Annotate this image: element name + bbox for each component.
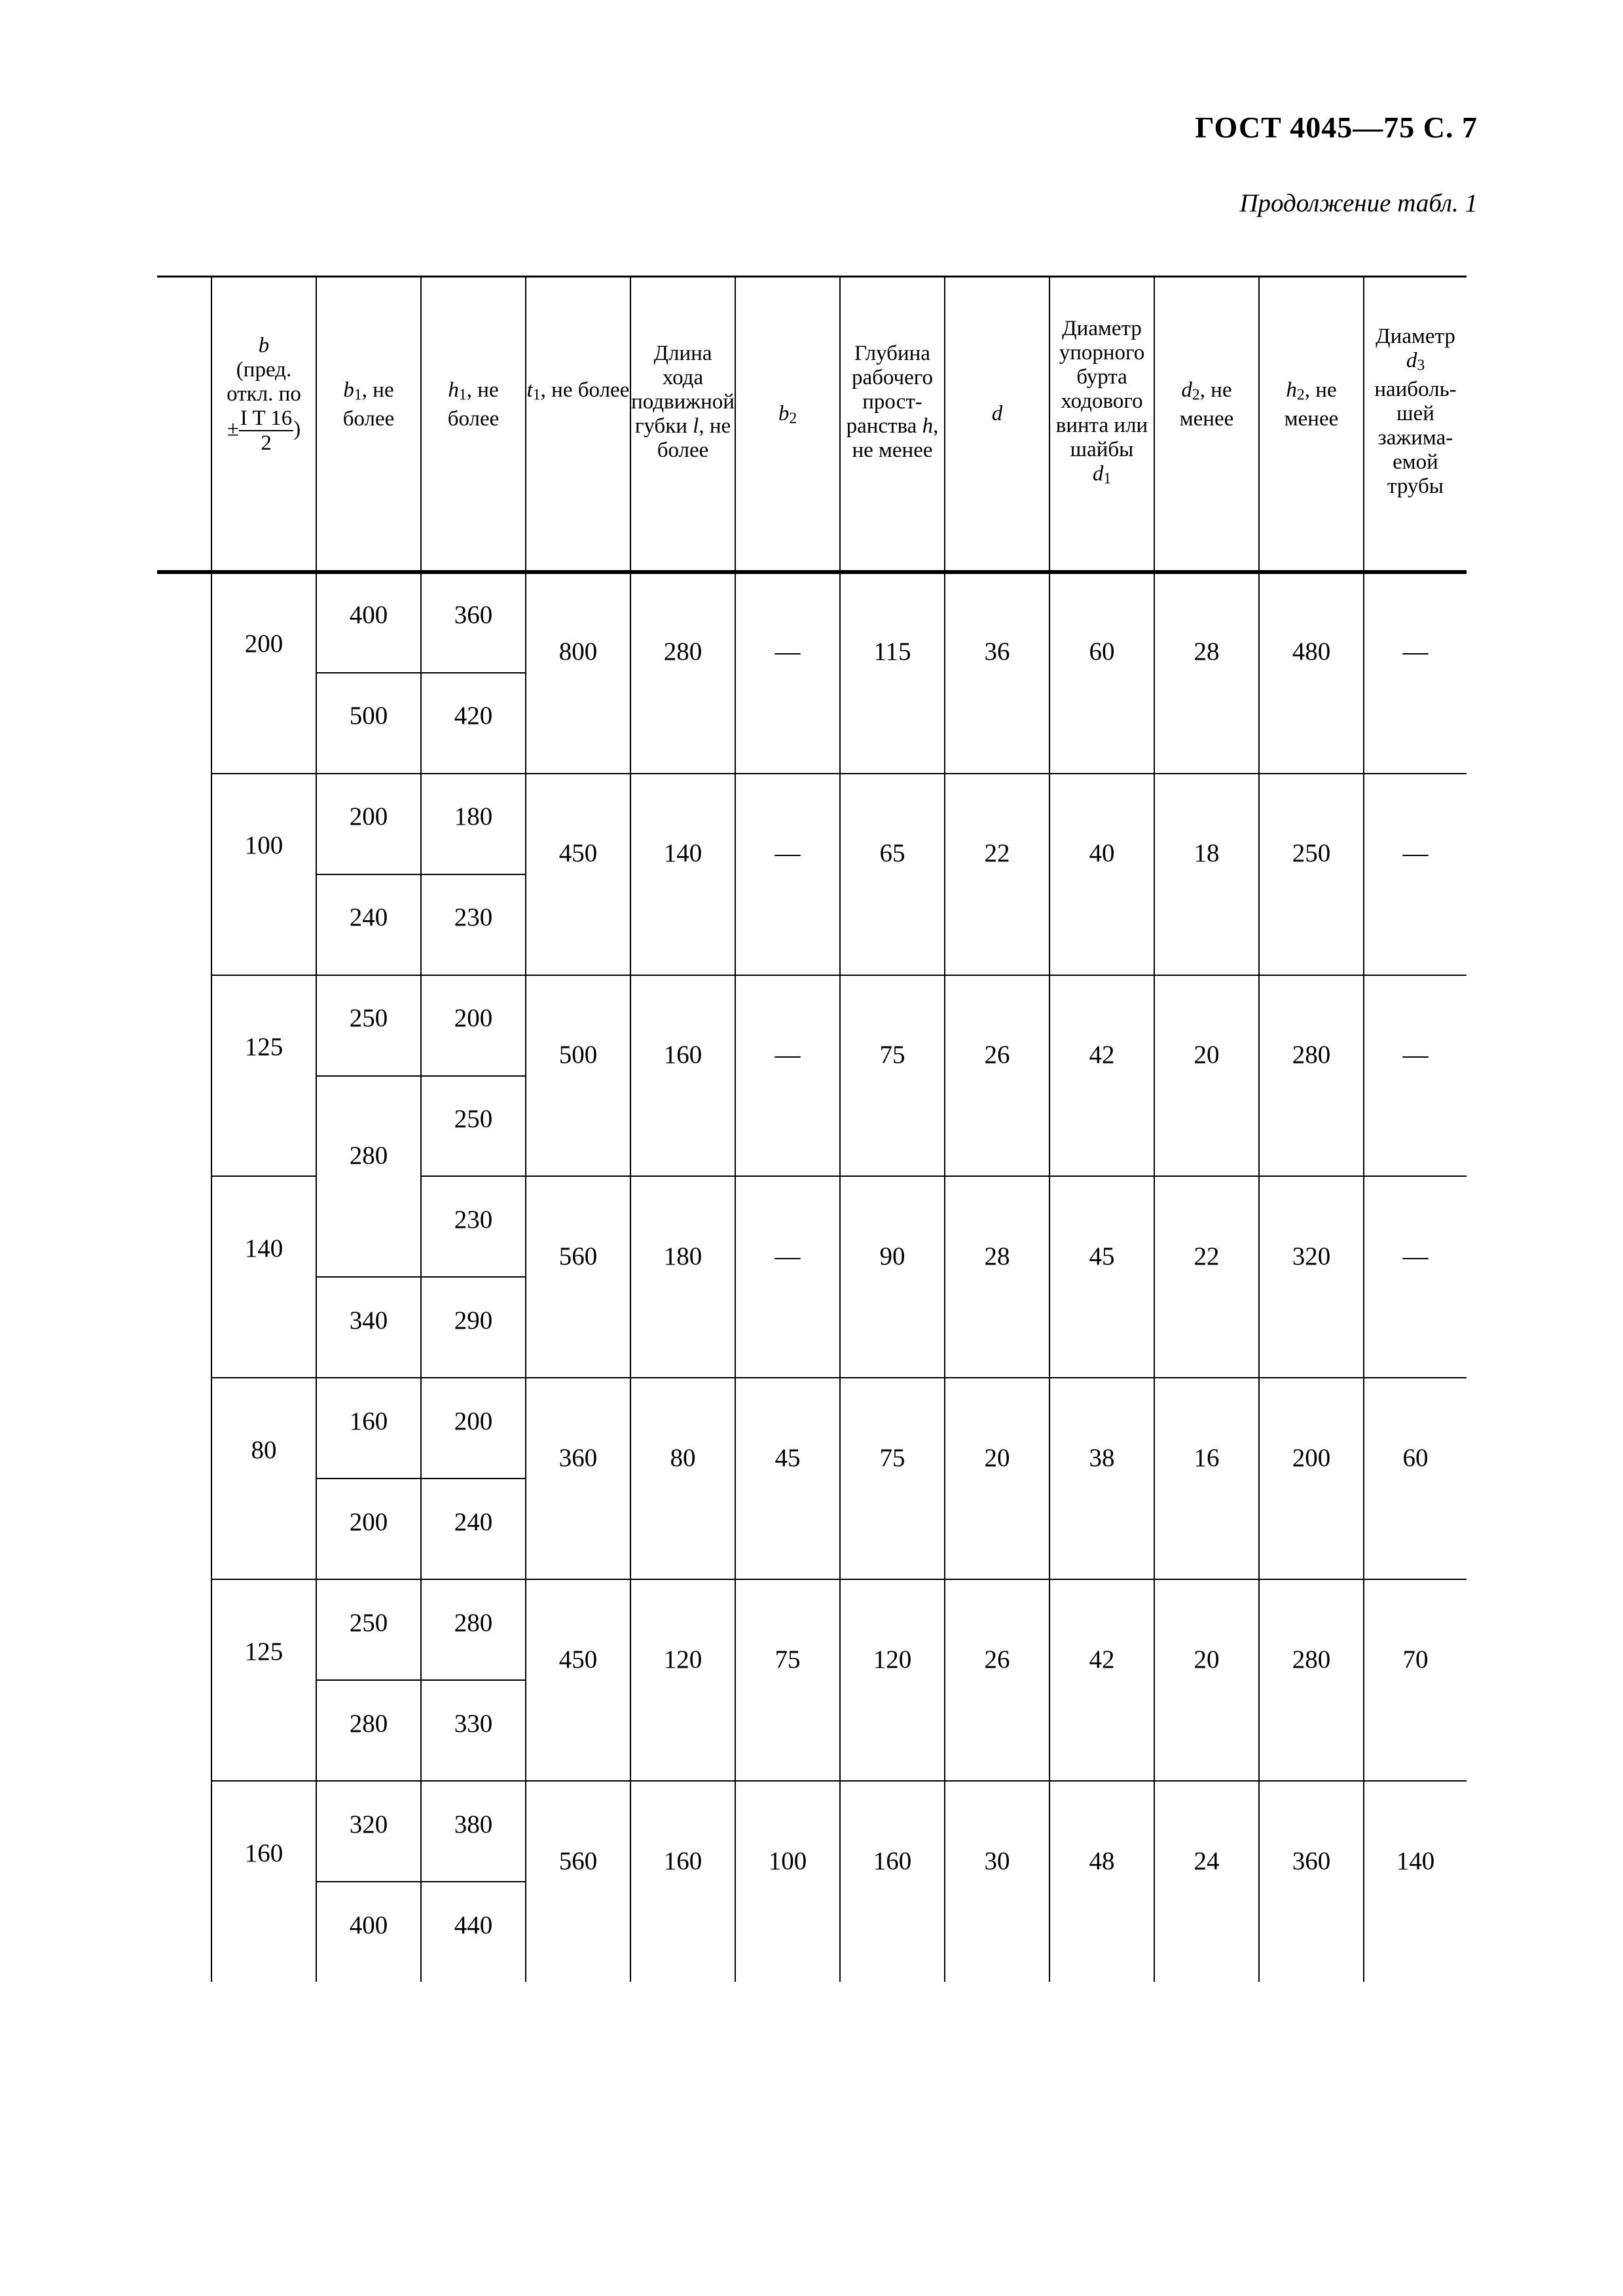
header-b1: b1, не более	[342, 378, 395, 431]
header-t1: t1, не более	[526, 378, 630, 404]
cell-b1-merged: 280	[349, 1141, 388, 1170]
cell-b2: —	[775, 1041, 801, 1069]
cell-d: 22	[984, 839, 1010, 867]
group-rule	[211, 1579, 1467, 1580]
cell-d: 20	[984, 1444, 1010, 1472]
cell-d: 30	[984, 1847, 1010, 1875]
cell-b1: 280	[349, 1710, 388, 1738]
cell-d2: 20	[1194, 1041, 1220, 1069]
header-d: d	[991, 402, 1003, 425]
group-rule-gap	[317, 1175, 420, 1177]
cell-d: 36	[984, 637, 1010, 666]
cell-d3: 70	[1402, 1645, 1429, 1674]
cell-b1: 200	[349, 1508, 388, 1536]
cell-h1: 200	[454, 1407, 493, 1435]
cell-h1: 200	[454, 1004, 493, 1032]
cell-h1: 230	[454, 1206, 493, 1234]
cell-b: 160	[244, 1839, 283, 1867]
cell-t1: 560	[558, 1847, 598, 1875]
cell-b1: 320	[349, 1810, 388, 1839]
cell-h: 90	[879, 1242, 905, 1270]
cell-d3: —	[1402, 839, 1429, 867]
header-bottom-rule	[157, 570, 1467, 574]
cell-h1: 230	[454, 903, 493, 931]
cell-t1: 450	[558, 1645, 598, 1674]
cell-d1: 42	[1089, 1041, 1115, 1069]
cell-h1: 250	[454, 1105, 493, 1133]
cell-t1: 360	[558, 1444, 598, 1472]
column-rule	[1258, 276, 1260, 1982]
cell-h1: 240	[454, 1508, 493, 1536]
cell-b2: —	[775, 1242, 801, 1270]
header-h: Глубина рабочего пространства h, не менее	[846, 342, 939, 462]
cell-h2: 360	[1292, 1847, 1331, 1875]
group-rule	[211, 975, 1467, 976]
cell-b1: 250	[349, 1609, 388, 1637]
cell-t1: 560	[558, 1242, 598, 1270]
cell-h2: 320	[1292, 1242, 1331, 1270]
cell-h: 115	[873, 637, 911, 666]
cell-h2: 280	[1292, 1041, 1331, 1069]
cell-d2: 20	[1194, 1645, 1220, 1674]
cell-h1: 380	[454, 1810, 493, 1839]
cell-d1: 60	[1089, 637, 1115, 666]
cell-b: 140	[244, 1234, 283, 1263]
cell-b1: 340	[349, 1306, 388, 1335]
cell-d3: 60	[1402, 1444, 1429, 1472]
cell-b1: 160	[349, 1407, 388, 1435]
cell-d1: 48	[1089, 1847, 1115, 1875]
cell-h1: 180	[454, 802, 493, 831]
cell-b1: 500	[349, 702, 388, 730]
column-rule	[1363, 276, 1364, 1982]
cell-h1: 280	[454, 1609, 493, 1637]
column-rule	[1154, 276, 1155, 1982]
cell-h1: 360	[454, 601, 493, 629]
group-rule	[211, 1377, 1467, 1378]
cell-b: 125	[244, 1033, 283, 1061]
cell-d: 28	[984, 1242, 1010, 1270]
cell-h2: 480	[1292, 637, 1331, 666]
cell-b1: 400	[349, 1911, 388, 1939]
cell-b1: 250	[349, 1004, 388, 1032]
cell-b2: 45	[775, 1444, 801, 1472]
cell-b2: —	[775, 839, 801, 867]
cell-h: 120	[873, 1645, 912, 1674]
cell-h: 160	[873, 1847, 912, 1875]
column-rule	[525, 276, 526, 1982]
cell-l: 180	[663, 1242, 702, 1270]
cell-d: 26	[984, 1645, 1010, 1674]
header-l: Длина хода подвижной губки l, не более	[631, 342, 735, 462]
cell-h1: 440	[454, 1911, 493, 1939]
group-rule	[211, 773, 1467, 774]
cell-b2: —	[775, 637, 801, 666]
cell-t1: 450	[558, 839, 598, 867]
cell-l: 120	[663, 1645, 702, 1674]
cell-h: 75	[879, 1041, 905, 1069]
header-b: b (пред. откл. по ± $\frac{\text{I T 16}}{2}$ )	[227, 334, 301, 455]
column-rule	[211, 276, 212, 1982]
cell-h: 65	[879, 839, 905, 867]
cell-b1: 200	[349, 802, 388, 831]
column-rule	[735, 276, 736, 1982]
column-rule	[839, 276, 841, 1982]
cell-b: 200	[244, 630, 283, 658]
cell-t1: 800	[558, 637, 598, 666]
cell-d3: 140	[1396, 1847, 1435, 1875]
cell-h2: 280	[1292, 1645, 1331, 1674]
cell-d: 26	[984, 1041, 1010, 1069]
cell-h2: 250	[1292, 839, 1331, 867]
cell-d3: —	[1402, 1242, 1429, 1270]
cell-d1: 45	[1089, 1242, 1115, 1270]
cell-d1: 40	[1089, 839, 1115, 867]
cell-d1: 38	[1089, 1444, 1115, 1472]
cell-h1: 420	[454, 702, 493, 730]
cell-d2: 24	[1194, 1847, 1220, 1875]
column-rule	[944, 276, 945, 1982]
cell-b1: 400	[349, 601, 388, 629]
cell-b: 125	[244, 1638, 283, 1666]
cell-l: 160	[663, 1847, 702, 1875]
cell-d1: 42	[1089, 1645, 1115, 1674]
header-b2: b2	[778, 402, 797, 427]
subrow-rule	[421, 1276, 526, 1278]
cell-l: 80	[670, 1444, 696, 1472]
cell-h1: 290	[454, 1306, 493, 1335]
column-rule	[630, 276, 631, 1982]
header-d3: Диаметр d3 наибольшей зажимаемой трубы	[1374, 325, 1457, 499]
cell-h1: 330	[454, 1710, 493, 1738]
cell-d3: —	[1402, 1041, 1429, 1069]
cell-b2: 100	[768, 1847, 807, 1875]
cell-h: 75	[879, 1444, 905, 1472]
cell-l: 160	[663, 1041, 702, 1069]
cell-l: 140	[663, 839, 702, 867]
header-h1: h1, не более	[447, 378, 500, 431]
column-rule	[1049, 276, 1050, 1982]
group-rule	[211, 1780, 1467, 1782]
cell-d2: 16	[1194, 1444, 1220, 1472]
page-header: ГОСТ 4045—75 С. 7	[1195, 111, 1478, 144]
table-caption: Продолжение табл. 1	[1239, 189, 1478, 217]
cell-b: 100	[244, 831, 283, 859]
cell-d2: 22	[1194, 1242, 1220, 1270]
cell-d2: 28	[1194, 637, 1220, 666]
cell-l: 280	[663, 637, 702, 666]
header-d2: d2, не менее	[1179, 378, 1234, 431]
subrow-rule	[316, 1276, 421, 1278]
cell-d2: 18	[1194, 839, 1220, 867]
header-h2: h2, не менее	[1284, 378, 1339, 431]
header-d1: Диаметр упорного бурта ходового винта или шайбы d1	[1055, 317, 1148, 488]
table-top-rule	[157, 276, 1467, 278]
cell-t1: 500	[558, 1041, 598, 1069]
cell-b1: 240	[349, 903, 388, 931]
cell-h2: 200	[1292, 1444, 1331, 1472]
cell-d3: —	[1402, 637, 1429, 666]
cell-b: 80	[251, 1436, 277, 1464]
cell-b2: 75	[775, 1645, 801, 1674]
